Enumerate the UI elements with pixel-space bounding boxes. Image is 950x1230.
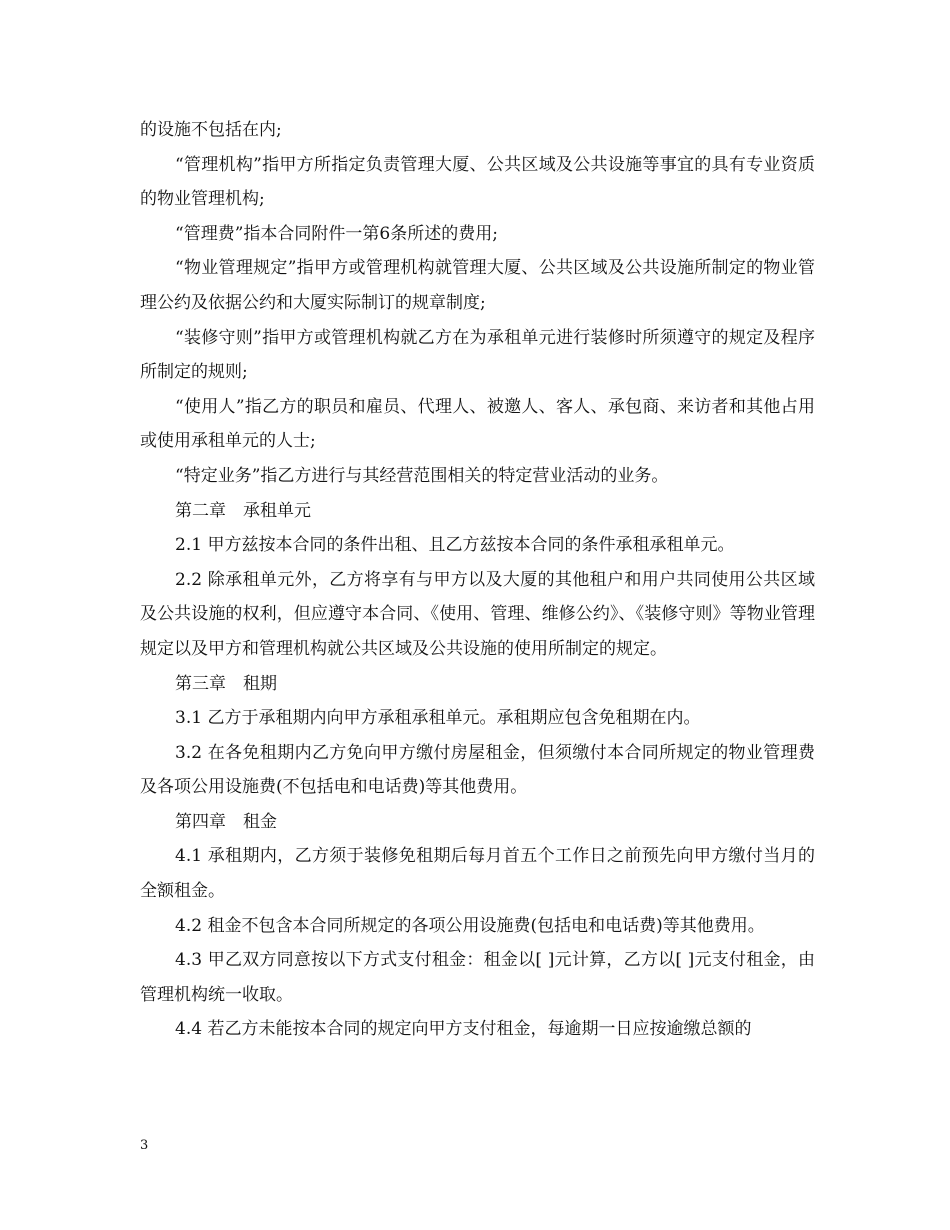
page-number: 3 (140, 1138, 149, 1153)
paragraph-16: 4.3 甲乙双方同意按以下方式支付租金：租金以[ ]元计算，乙方以[ ]元支付租金，由管理机构统一收取。 (140, 950, 815, 1005)
chapter-heading-3: 第三章 租期 (175, 673, 277, 694)
paragraph-2: “管理费”指本合同附件一第6条所述的费用; (175, 223, 498, 244)
chapter-heading-4: 第四章 租金 (175, 811, 277, 832)
paragraph-11: 3.1 乙方于承租期内向甲方承租承租单元。承租期应包含免租期在内。 (175, 708, 701, 729)
paragraph-5: “使用人”指乙方的职员和雇员、代理人、被邀人、客人、承包商、来访者和其他占用或使用承租单元的人士; (140, 396, 815, 452)
paragraph-14: 4.1 承租期内，乙方须于装修免租期后每月首五个工作日之前预先向甲方缴付当月的全额租金。 (140, 846, 815, 902)
paragraph-15: 4.2 租金不包含本合同所规定的各项公用设施费(包括电和电话费)等其他费用。 (175, 915, 765, 936)
paragraph-9: 2.2 除承租单元外，乙方将享有与甲方以及大厦的其他租户和用户共同使用公共区域及公共设施的权利，但应遵守本合同、《使用、管理、维修公约》、《装修守则》等物业管理规定以及甲方和管理机构就公共区域及公共设施的使用所制定的规定。 (140, 569, 815, 659)
paragraph-1: “管理机构”指甲方所指定负责管理大厦、公共区域及公共设施等事宜的具有专业资质的物业管理机构; (140, 154, 815, 210)
paragraph-17: 4.4 若乙方未能按本合同的规定向甲方支付租金，每逾期一日应按逾缴总额的 (175, 1019, 752, 1040)
document-body (140, 113, 815, 1047)
paragraph-3: “物业管理规定”指甲方或管理机构就管理大厦、公共区域及公共设施所制定的物业管理公约及依据公约和大厦实际制订的规章制度; (140, 258, 815, 313)
paragraph-4: “装修守则”指甲方或管理机构就乙方在为承租单元进行装修时所须遵守的规定及程序所制定的规则; (140, 327, 815, 383)
paragraph-6: “特定业务”指乙方进行与其经营范围相关的特定营业活动的业务。 (175, 465, 669, 486)
chapter-heading-2: 第二章 承租单元 (175, 500, 311, 521)
paragraph-8: 2.1 甲方兹按本合同的条件出租、且乙方兹按本合同的条件承租承租单元。 (175, 535, 735, 556)
paragraph-0: 的设施不包括在内; (140, 120, 282, 140)
paragraph-12: 3.2 在各免租期内乙方免向甲方缴付房屋租金，但须缴付本合同所规定的物业管理费及各项公用设施费(不包括电和电话费)等其他费用。 (140, 742, 815, 798)
